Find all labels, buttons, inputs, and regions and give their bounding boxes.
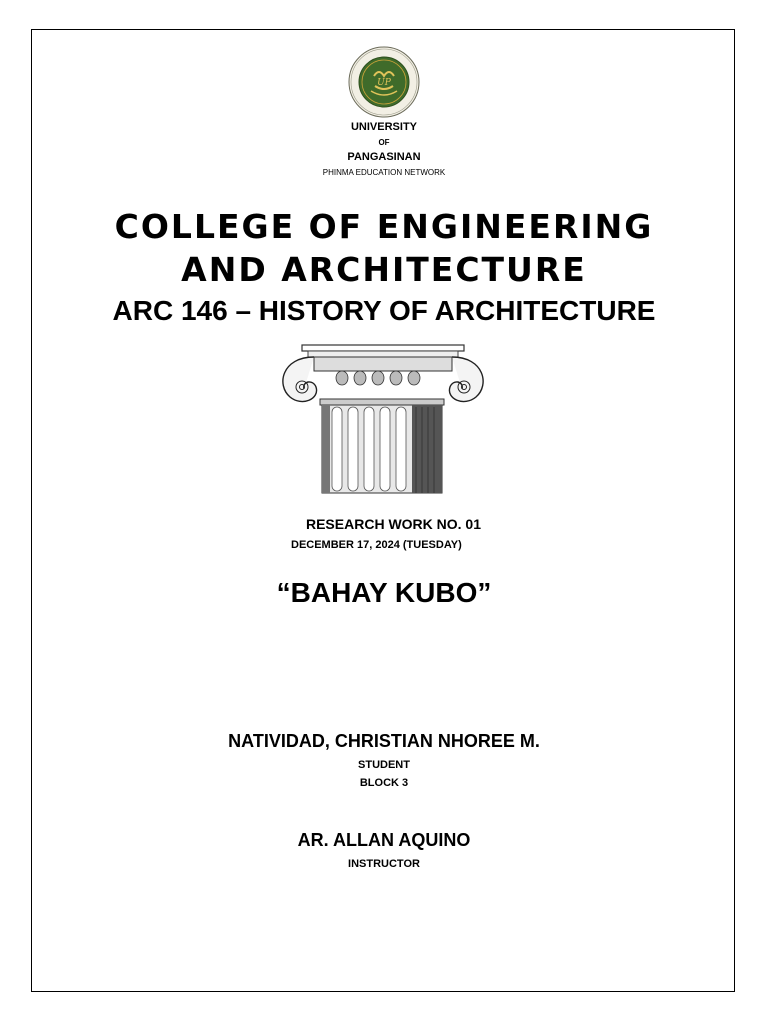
student-role: STUDENT	[358, 759, 410, 771]
ionic-column-icon	[272, 343, 492, 495]
research-work-label: RESEARCH WORK NO. 01	[305, 516, 482, 532]
svg-text:UP: UP	[377, 78, 391, 88]
university-name-line3: PANGASINAN	[347, 151, 421, 163]
student-block: BLOCK 3	[359, 777, 409, 789]
college-title	[0, 205, 768, 291]
college-title-line1: COLLEGE OF ENGINEERING	[114, 207, 654, 246]
course-title: ARC 146 – HISTORY OF ARCHITECTURE	[112, 295, 656, 326]
instructor-role: INSTRUCTOR	[348, 858, 420, 870]
research-date: DECEMBER 17, 2024 (TUESDAY)	[291, 539, 462, 551]
university-name-line1: UNIVERSITY	[350, 121, 417, 133]
university-name-line2: OF	[378, 138, 390, 147]
university-seal-icon	[347, 46, 421, 118]
network-name: PHINMA EDUCATION NETWORK	[322, 168, 446, 177]
student-name: NATIVIDAD, CHRISTIAN NHOREE M.	[228, 731, 540, 751]
research-topic: “BAHAY KUBO”	[276, 577, 492, 608]
instructor-name: AR. ALLAN AQUINO	[297, 830, 471, 850]
college-title-line2: AND ARCHITECTURE	[181, 250, 587, 289]
